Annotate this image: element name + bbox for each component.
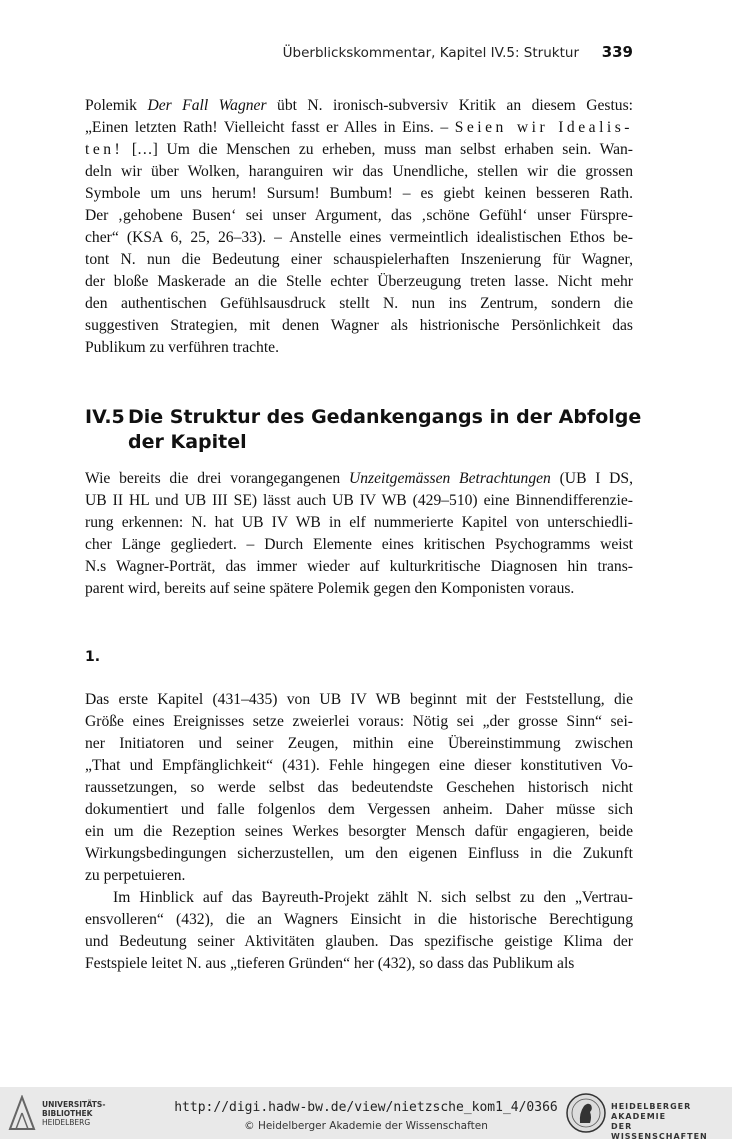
paragraph-bayreuth	[85, 887, 633, 975]
text-run: UB II HL und UB III SE) lässt auch UB IV WB (429–510) eine Binnendifferenzie-	[85, 492, 633, 509]
text-line	[85, 490, 633, 512]
text-line	[85, 161, 633, 183]
spaced-emphasis: Seien wir Idealis-	[454, 119, 633, 136]
text-line	[85, 821, 633, 843]
text-run: Publikum zu verführen trachte.	[85, 339, 279, 356]
text-line	[85, 95, 633, 117]
text-run: parent wird, bereits auf seine spätere Polemik gegen den Komponisten voraus.	[85, 580, 575, 597]
text-line	[85, 711, 633, 733]
text-run: […] Um die Menschen zu erheben, muss man selbst erhaben sein. Wan-	[123, 141, 633, 158]
paragraph-chapter1	[85, 689, 633, 887]
text-line	[85, 843, 633, 865]
text-run: übt N. ironisch-subversiv Kritik an diesem Gestus:	[266, 97, 633, 114]
text-line	[85, 799, 633, 821]
text-run: und Bedeutung seiner Aktivitäten glauben. Das spezifische geistige Klima der	[85, 933, 633, 950]
text-run: Größe eines Ereignisses setze zweierlei voraus: Nötig sei „der grosse Sinn“ sei-	[85, 713, 633, 730]
text-line	[85, 227, 633, 249]
text-line	[85, 689, 633, 711]
text-line	[85, 953, 633, 975]
text-run: Wirkungsbedingungen sicherzustellen, um den eigenen Einfluss in die Zukunft	[85, 845, 633, 862]
text-line	[85, 315, 633, 337]
paragraph-polemic	[85, 95, 633, 359]
text-line	[85, 249, 633, 271]
text-line	[85, 755, 633, 777]
text-line	[85, 337, 633, 359]
text-run: Das erste Kapitel (431–435) von UB IV WB beginnt mit der Feststellung, die	[85, 691, 633, 708]
text-line	[85, 556, 633, 578]
text-run: Polemik	[85, 97, 148, 114]
text-run: raussetzungen, so werde selbst das bedeutendste Geschehen historisch nicht	[85, 779, 633, 796]
text-run: ein um die Rezeption seines Werkes besorgter Mensch dafür engagieren, beide	[85, 823, 633, 840]
text-run: Symbole um uns herum! Sursum! Bumbum! – es giebt keinen besseren Rath.	[85, 185, 633, 202]
running-head	[85, 43, 633, 65]
ub-name-line2: BIBLIOTHEK	[42, 1109, 93, 1118]
text-run: deln wir über Wolken, haranguiren wir das Unendliche, stellen wir die grossen	[85, 163, 633, 180]
text-run: (UB I DS,	[550, 470, 634, 487]
text-line	[85, 909, 633, 931]
text-run: Im Hinblick auf das Bayreuth-Projekt zählt N. sich selbst zu den „Vertrau-	[113, 889, 633, 906]
text-line	[85, 777, 633, 799]
text-run: Der ‚gehobene Busen‘ sei unser Argument, das ‚schöne Gefühl‘ unser Fürspre-	[85, 207, 633, 224]
text-run: „That und Empfänglichkeit“ (431). Fehle hingegen eine dieser konstitutiven Vo-	[85, 757, 633, 774]
text-line	[85, 117, 633, 139]
ub-name-line3: HEIDELBERG	[42, 1118, 91, 1127]
section-number: IV.5	[85, 406, 125, 428]
text-run: „Einen letzten Rath! Vielleicht fasst er Alles in Eins. –	[85, 119, 455, 136]
text-run: N.s Wagner-Porträt, das immer wieder auf kulturkritische Diagnosen hin trans-	[85, 558, 633, 575]
text-line	[85, 578, 633, 600]
footer-copyright: © Heidelberger Akademie der Wissenschaften	[244, 1120, 488, 1132]
italic-title: Unzeitgemässen Betrachtungen	[348, 470, 551, 487]
text-run: ensvolleren“ (432), die an Wagners Einsicht in die historische Berechtigung	[85, 911, 633, 928]
text-run: Wie bereits die drei vorangegangenen	[85, 470, 349, 487]
text-run: Festspiele leitet N. aus „tieferen Gründen“ her (432), so dass das Publikum als	[85, 955, 575, 972]
text-run: der bloße Maskerade an die Stelle echter Überzeugung treten lasse. Nicht mehr	[85, 273, 633, 290]
academy-seal-icon	[566, 1093, 606, 1133]
text-run: ner Initiatoren und seiner Zeugen, mithin eine Übereinstimmung zwischen	[85, 735, 633, 752]
text-line	[85, 865, 633, 887]
spaced-emphasis: ten!	[85, 141, 124, 158]
page-number: 339	[601, 43, 633, 61]
chapter-number: 1.	[85, 649, 101, 665]
text-run: zu perpetuieren.	[85, 867, 186, 884]
academy-name-line1: HEIDELBERGER AKADEMIE	[611, 1102, 692, 1121]
text-run: rung erkennen: N. hat UB IV WB in elf nummerierte Kapitel von unterschiedli-	[85, 514, 633, 531]
text-line	[85, 887, 633, 909]
section-title-line2: der Kapitel	[128, 431, 247, 453]
text-line	[85, 468, 633, 490]
italic-title: Der Fall Wagner	[147, 97, 267, 114]
text-line	[85, 733, 633, 755]
text-run: cher Länge gegliedert. – Durch Elemente eines kritischen Psychogramms weist	[85, 536, 633, 553]
paragraph-structure-intro	[85, 468, 633, 600]
academy-name-line2: DER WISSENSCHAFTEN	[611, 1122, 708, 1141]
text-line	[85, 534, 633, 556]
text-line	[85, 139, 633, 161]
text-run: den authentischen Gefühlsausdruck stellt N. nun ins Zentrum, sondern die	[85, 295, 633, 312]
academy-name	[611, 1102, 732, 1142]
text-line	[85, 512, 633, 534]
running-head-title: Überblickskommentar, Kapitel IV.5: Struktur	[282, 45, 579, 61]
text-line	[85, 183, 633, 205]
text-line	[85, 271, 633, 293]
ub-name-line1: UNIVERSITÄTS-	[42, 1100, 106, 1109]
digitization-footer	[0, 1087, 732, 1139]
footer-url-link[interactable]: http://digi.hadw-bw.de/view/nietzsche_kom1_4/0366	[174, 1100, 558, 1115]
text-run: dokumentiert und falle folgenlos dem Vergessen anheim. Daher müsse sich	[85, 801, 633, 818]
text-line	[85, 931, 633, 953]
text-run: suggestiven Strategien, mit denen Wagner als histrionische Persönlichkeit das	[85, 317, 633, 334]
text-run: cher“ (KSA 6, 25, 26–33). – Anstelle eines vermeintlich idealistischen Ethos be-	[85, 229, 633, 246]
text-line	[85, 205, 633, 227]
text-line	[85, 293, 633, 315]
section-title-line1: Die Struktur des Gedankengangs in der Abfolge	[128, 406, 642, 428]
text-run: tont N. nun die Bedeutung einer schauspielerhaften Inszenierung für Wagner,	[85, 251, 633, 268]
